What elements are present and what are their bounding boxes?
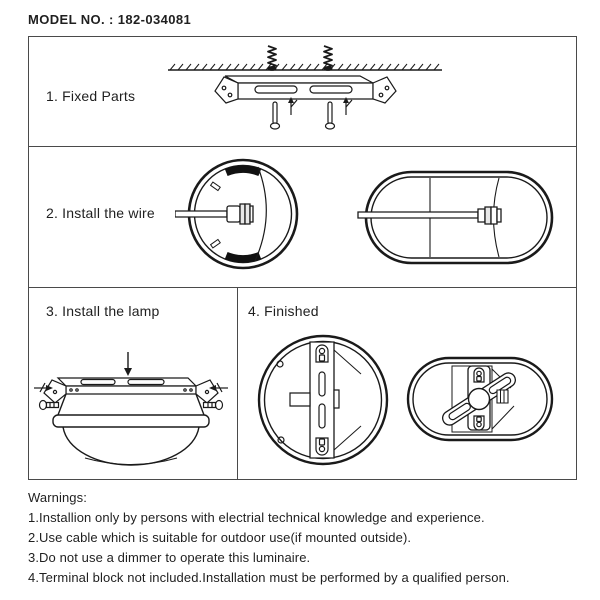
warning-item-4: 4.Terminal block not included.Installation must be performed by a qualified person. <box>28 570 510 585</box>
warning-item-3: 3.Do not use a dimmer to operate this luminaire. <box>28 550 311 565</box>
install-lamp-diagram <box>33 348 229 472</box>
warnings-title: Warnings: <box>28 490 87 505</box>
fold-line <box>334 426 361 450</box>
ceiling-hatch <box>168 64 442 70</box>
finished-round-diagram <box>253 332 393 472</box>
step4-label: 4. Finished <box>248 303 319 319</box>
mounting-strip <box>290 342 339 458</box>
terminal-tab <box>290 393 310 406</box>
warning-item-2: 2.Use cable which is suitable for outdoor use(if mounted outside). <box>28 530 412 545</box>
step3-label: 3. Install the lamp <box>46 303 160 319</box>
fixing-screws <box>271 97 353 129</box>
fixed-parts-diagram <box>160 38 450 146</box>
down-arrow <box>124 352 132 376</box>
clip <box>211 239 221 247</box>
mounting-bracket <box>215 76 396 103</box>
model-number: MODEL NO. : 182-034081 <box>28 12 192 27</box>
screw-hole <box>277 361 283 367</box>
clip <box>211 182 221 190</box>
bracket <box>44 378 218 403</box>
side-screws <box>40 401 223 410</box>
warnings-section <box>28 488 584 588</box>
fold-line <box>334 350 361 374</box>
lamp-body <box>53 394 209 465</box>
wire-and-gland <box>175 204 253 224</box>
step1-label: 1. Fixed Parts <box>46 88 136 104</box>
step2-label: 2. Install the wire <box>46 205 155 221</box>
oval-fixture-wire-diagram <box>356 168 558 268</box>
finished-oval-diagram <box>404 354 556 446</box>
terminal-tab <box>497 390 508 403</box>
reflector-edge <box>255 167 266 261</box>
fold-line <box>492 406 514 429</box>
round-fixture-wire-diagram <box>175 155 310 275</box>
warning-item-1: 1.Installion only by persons with electrial technical knowledge and experience. <box>28 510 485 525</box>
